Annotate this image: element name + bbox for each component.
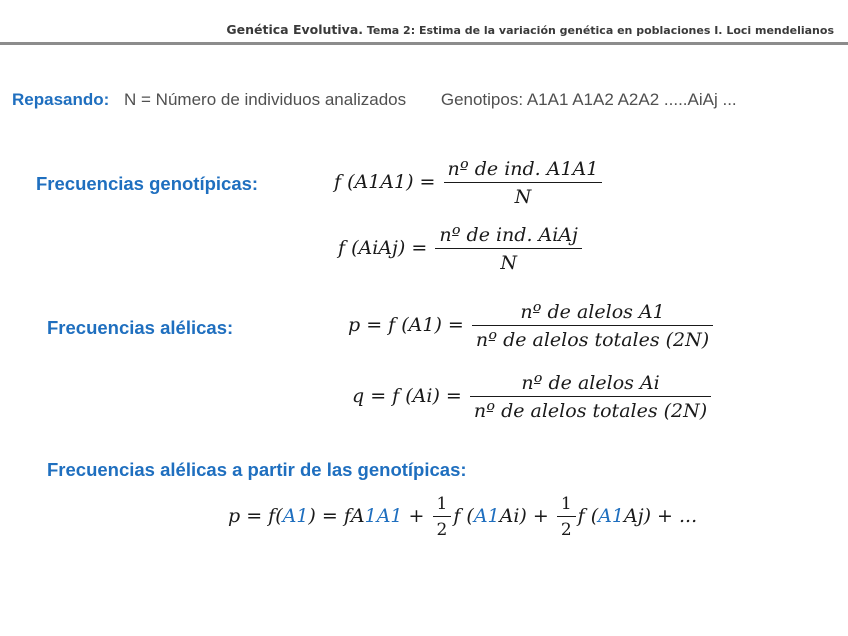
formula-q-denominator: nº de alelos totales (2N) [470,396,711,422]
expansion-half-1 [435,494,450,540]
section-allelic-from-genotypic: Frecuencias alélicas a partir de las genotípicas: [47,459,467,480]
expansion-half-2-num: 1 [560,494,572,514]
formula-f-a1a1-numerator: nº de ind. A1A1 [447,158,599,180]
n-definition: N = Número de individuos analizados [124,90,407,109]
expansion-f-open: f ( [453,505,474,527]
formula-q-fraction [472,372,709,422]
header-title [226,22,834,37]
review-label: Repasando: [12,90,110,109]
expansion-half-2-den: 2 [557,516,576,540]
formula-p-lhs: p = f (A1) = [348,314,464,336]
formula-f-aiaj [338,224,584,274]
section-allelic: Frecuencias alélicas: [47,317,234,338]
expansion-f-open2: f ( [577,505,599,527]
formula-q [352,372,713,422]
formula-p-numerator: nº de alelos A1 [520,301,665,323]
formula-f-a1a1-fraction [446,158,601,208]
expansion-a1: A1 [282,505,309,527]
review-line [12,90,737,110]
formula-p-denominator: nº de alelos totales (2N) [472,325,713,351]
formula-f-a1a1-lhs: f (A1A1) = [334,171,436,193]
formula-f-a1a1 [334,158,604,208]
expansion-one: 1 [364,505,377,527]
formula-f-aiaj-fraction [437,224,580,274]
formula-f-aiaj-lhs: f (AiAj) = [338,237,428,259]
header-divider [0,42,848,45]
formula-p-fraction [474,301,711,351]
genotypes-list: Genotipos: A1A1 A1A2 A2A2 .....AiAj ... [440,90,737,109]
formula-p [348,301,715,351]
expansion-plus1: + [402,505,431,527]
expansion-half-1-num: 1 [436,494,448,514]
expansion-a1d: A1 [598,505,624,527]
formula-f-aiaj-numerator: nº de ind. AiAj [439,224,578,246]
expansion-aj-close: Aj) + ... [623,505,698,527]
course-title: Genética Evolutiva. [226,22,363,37]
formula-q-lhs: q = f (Ai) = [352,385,462,407]
section-genotypic: Frecuencias genotípicas: [36,173,259,194]
formula-q-numerator: nº de alelos Ai [521,372,660,394]
expansion-close-eq: ) = fA [308,505,365,527]
formula-p-expansion [228,494,697,540]
topic-title: Tema 2: Estima de la variación genética en poblaciones I. Loci mendelianos [366,24,834,37]
formula-f-aiaj-denominator: N [435,248,582,274]
expansion-ai-close: Ai) + [499,505,555,527]
expansion-half-2 [559,494,574,540]
expansion-a1b: A1 [376,505,403,527]
expansion-half-1-den: 2 [433,516,452,540]
expansion-p-eq: p = f( [228,505,283,527]
expansion-a1c: A1 [473,505,500,527]
formula-f-a1a1-denominator: N [444,182,603,208]
